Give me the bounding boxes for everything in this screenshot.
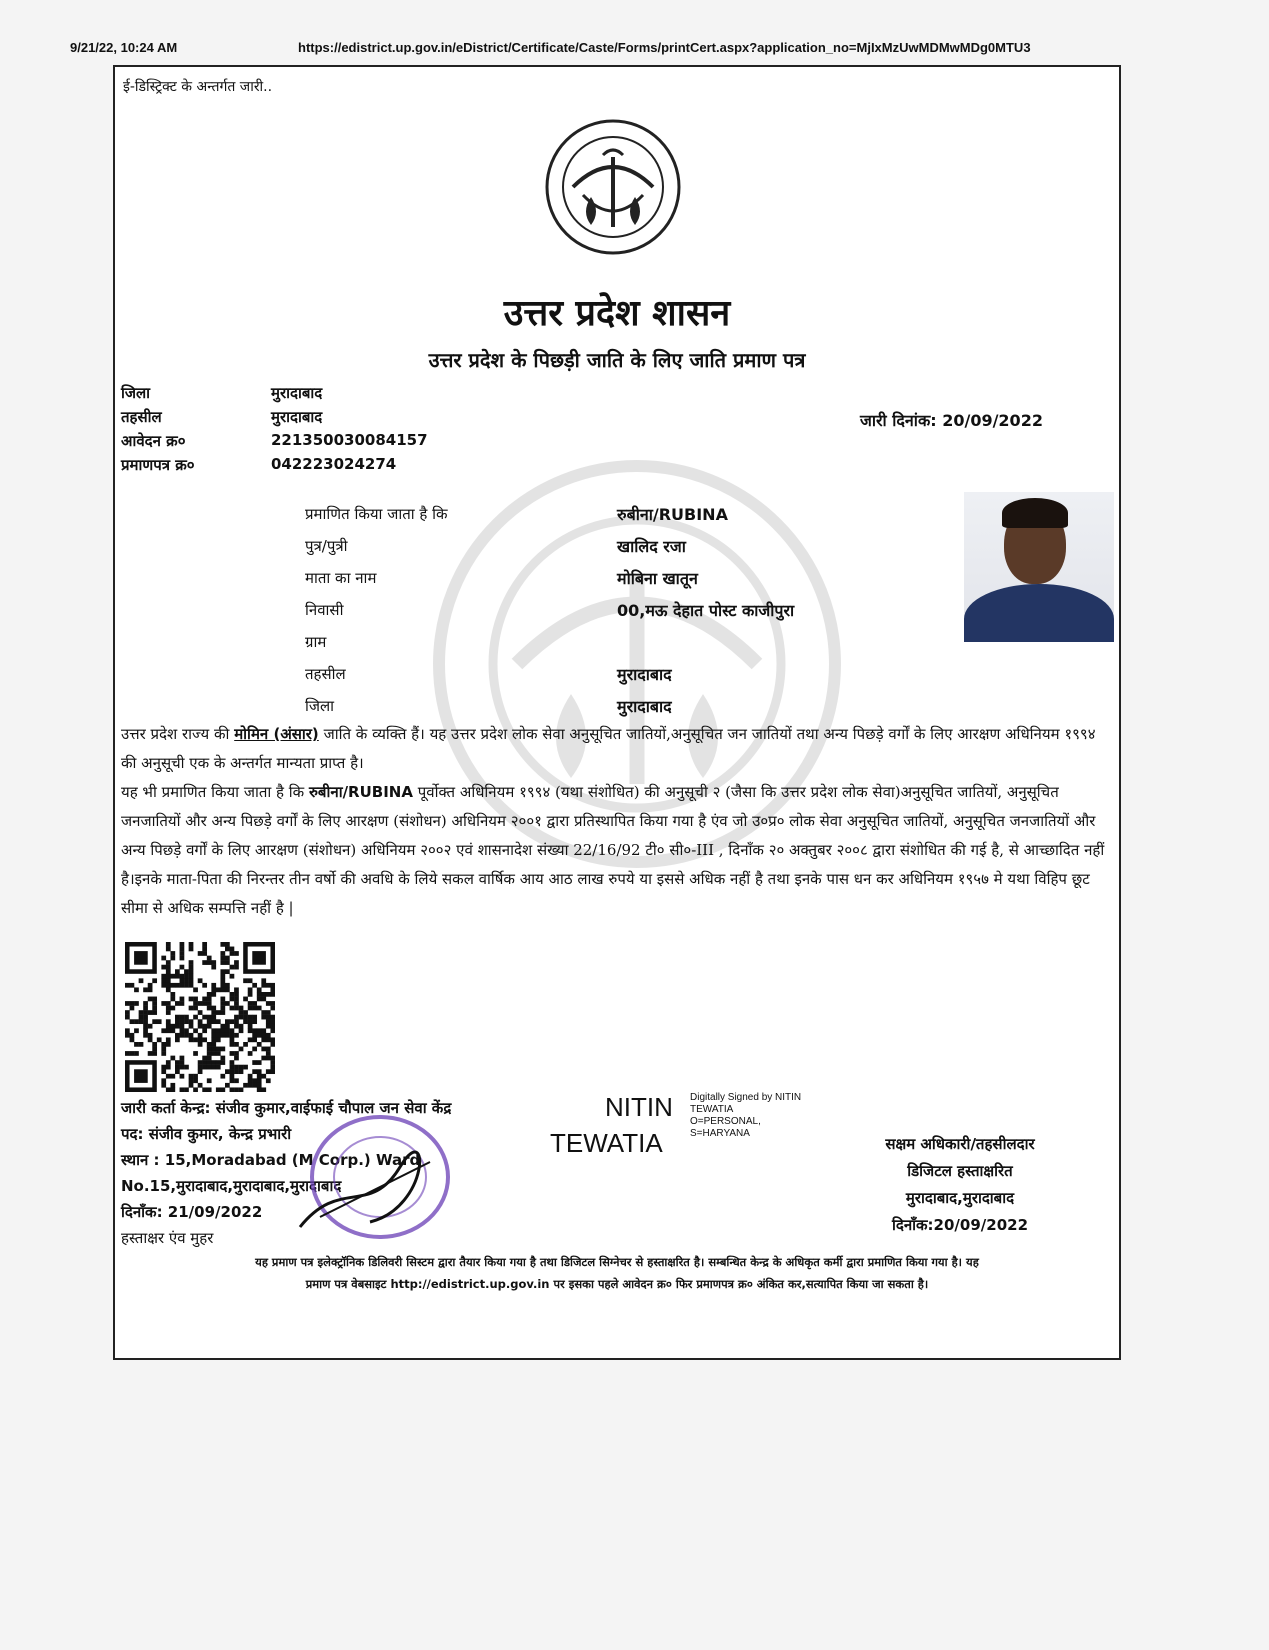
meta-row — [121, 383, 428, 407]
issued-under-text: ई-डिस्ट्रिक्ट के अन्तर्गत जारी.. — [123, 79, 273, 95]
digital-signature — [550, 1092, 810, 1162]
detail-value: खालिद रजा — [617, 537, 686, 556]
detail-row — [305, 658, 794, 690]
sig-line: TEWATIA — [690, 1104, 734, 1115]
signer-first-name: NITIN — [605, 1092, 673, 1122]
body-paragraph-1 — [121, 720, 1111, 778]
sig-line: Digitally Signed by NITIN — [690, 1092, 802, 1103]
authority-place: मुरादाबाद,मुरादाबाद — [905, 1189, 1015, 1207]
issuer-sign-label: हस्ताक्षर एंव मुहर — [121, 1229, 214, 1247]
detail-key: निवासी — [305, 601, 344, 619]
detail-key: प्रमाणित किया जाता है कि — [305, 505, 448, 523]
meta-value: 221350030084157 — [271, 431, 428, 449]
meta-value: मुरादाबाद — [271, 408, 323, 426]
issuer-post: पद: संजीव कुमार, केन्द्र प्रभारी — [121, 1125, 292, 1143]
certificate-meta — [121, 383, 428, 479]
detail-row — [305, 530, 794, 562]
signature-details — [690, 1092, 801, 1140]
print-url[interactable]: https://edistrict.up.gov.in/eDistrict/Certificate/Caste/Forms/printCert.aspx?application_no=MjIxMzUwMDMwMDg0MTU3 — [298, 40, 1031, 55]
detail-value: मुरादाबाद — [617, 697, 672, 716]
detail-value: 00,मऊ देहात पोस्ट काजीपुरा — [617, 601, 795, 620]
detail-row — [305, 498, 794, 530]
meta-value: मुरादाबाद — [271, 384, 323, 402]
verification-footer — [115, 1251, 1119, 1295]
signer-last-name: TEWATIA — [550, 1128, 663, 1158]
issue-date — [860, 409, 1043, 431]
meta-row — [121, 455, 428, 479]
meta-row — [121, 431, 428, 455]
meta-key: प्रमाणपत्र क्र० — [121, 456, 195, 474]
qr-code-icon — [125, 942, 275, 1092]
para1-text: उत्तर प्रदेश राज्य की — [121, 725, 235, 743]
detail-row — [305, 594, 794, 626]
print-timestamp: 9/21/22, 10:24 AM — [70, 40, 178, 55]
meta-key: जिला — [121, 384, 151, 402]
applicant-details — [305, 498, 794, 722]
para1-text-rest: जाति के व्यक्ति हैं। यह उत्तर प्रदेश लोक सेवा अनुसूचित जातियों,अनुसूचित जन जातियों तथा अन्य पिछड़े वर्गों के लिए आरक्षण अधिनियम १९९४ की अनुसूची एक के अन्तर्गत मान्यता प्राप्त है। — [121, 725, 1096, 772]
footer-line-1: यह प्रमाण पत्र इलेक्ट्रॉनिक डिलिवरी सिस्टम द्वारा तैयार किया गया है तथा डिजिटल सिग्नेचर से हस्ताक्षरित है। सम्बन्धित केन्द्र के अधिकृत कर्मी द्वारा प्रमाणित किया गया है। यह — [255, 1255, 979, 1269]
meta-row — [121, 407, 428, 431]
authority-digital: डिजिटल हस्ताक्षरित — [907, 1162, 1013, 1180]
applicant-photo — [964, 492, 1114, 642]
detail-key: पुत्र/पुत्री — [305, 537, 348, 555]
detail-key: माता का नाम — [305, 569, 377, 587]
para2-text-rest: पूर्वोक्त अधिनियम १९९४ (यथा संशोधित) की अनुसूची २ (जैसा कि उत्तर प्रदेश लोक सेवा)अनुसूचित जातियों, अनुसूचित जनजातियों और अन्य पिछड़े वर्गों के लिए आरक्षण (संशोधन) अधिनियम २००१ द्वारा प्रतिस्थापित किया गया है एंव जो उ०प्र० लोक सेवा अनुसूचित जातियों, अनुसूचित जनजातियों और अन्य पिछड़े वर्गों के लिए आरक्षण (संशोधन) अधिनियम २००२ एवं शासनादेश संख्या 22/16/92 टी० सी०-III , दिनाँक २० अक्तुबर २००८ द्वारा संशोधित की गई है, से आच्छादित नहीं है।इनके माता-पिता की निरन्तर तीन वर्षो की अवधि के लिये सकल वार्षिक आय आठ लाख रुपये या इससे अधिक नहीं है तथा इनके पास धन कर अधिनियम १९५७ मे यथा विहिप छूट सीमा से अधिक सम्पत्ति नहीं है | — [121, 783, 1105, 917]
certificate-body — [121, 720, 1111, 923]
footer-line-2: प्रमाण पत्र वेबसाइट http://edistrict.up.gov.in पर इसका पहले आवेदन क्र० फिर प्रमाणपत्र क्र० अंकित कर,सत्यापित किया जा सकता है। — [305, 1277, 929, 1291]
detail-value: मोबिना खातून — [617, 569, 698, 588]
applicant-name-inline: रुबीना/RUBINA — [308, 783, 413, 801]
caste-name: मोमिन (अंसार) — [234, 725, 319, 743]
detail-key: तहसील — [305, 665, 346, 683]
authority-date: दिनाँक:20/09/2022 — [891, 1216, 1029, 1234]
issuer-place-2: No.15,मुरादाबाद,मुरादाबाद,मुरादाबाद — [121, 1177, 342, 1195]
body-paragraph-2 — [121, 778, 1111, 923]
detail-row — [305, 690, 794, 722]
meta-value: 042223024274 — [271, 455, 397, 473]
up-emblem-icon — [543, 117, 683, 257]
detail-row — [305, 626, 794, 658]
authority-title: सक्षम अधिकारी/तहसीलदार — [885, 1135, 1035, 1153]
issuer-place-1: स्थान : 15,Moradabad (M Corp.) Ward — [121, 1151, 421, 1169]
certificate-title: उत्तर प्रदेश के पिछड़ी जाति के लिए जाति प्रमाण पत्र — [428, 348, 806, 372]
competent-authority — [815, 1131, 1105, 1239]
detail-value: मुरादाबाद — [617, 665, 672, 684]
detail-value: रुबीना/RUBINA — [617, 505, 728, 524]
issuer-centre: जारी कर्ता केन्द्र: संजीव कुमार,वाईफाई चौपाल जन सेवा केंद्र — [121, 1099, 452, 1117]
sig-line: S=HARYANA — [690, 1128, 750, 1139]
government-title: उत्तर प्रदेश शासन — [503, 292, 731, 334]
detail-row — [305, 562, 794, 594]
para2-text: यह भी प्रमाणित किया जाता है कि — [121, 783, 309, 801]
certificate — [113, 65, 1121, 1360]
issuer-date: दिनाँक: 21/09/2022 — [121, 1203, 263, 1221]
sig-line: O=PERSONAL, — [690, 1116, 761, 1127]
issue-date-label: जारी दिनांक: — [860, 411, 937, 430]
meta-key: आवेदन क्र० — [121, 432, 186, 450]
rubber-stamp-icon — [280, 1107, 455, 1242]
meta-key: तहसील — [121, 408, 162, 426]
detail-key: ग्राम — [305, 633, 327, 651]
issue-date-value: 20/09/2022 — [942, 411, 1043, 430]
detail-key: जिला — [305, 697, 335, 715]
